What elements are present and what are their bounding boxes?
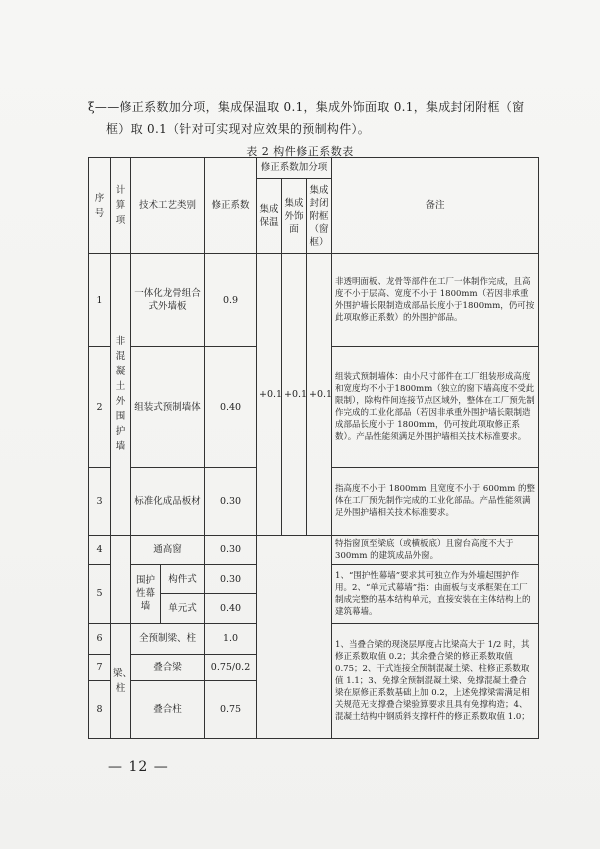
row-subtype: 构件式: [161, 564, 205, 593]
row-seq: 8: [89, 681, 111, 739]
row-coef: 0.9: [205, 254, 257, 346]
row-tech: 围护性幕墙: [131, 564, 161, 623]
row-coef: 0.75: [205, 681, 257, 739]
header-seq: 序号: [89, 158, 111, 254]
row-tech: 全预制梁、柱: [131, 623, 205, 654]
row-coef: 0.30: [205, 468, 257, 535]
header-bonus-1: 集成保温: [257, 178, 282, 254]
row-seq: 3: [89, 468, 111, 535]
row-coef: 1.0: [205, 623, 257, 654]
row-tech: 组装式预制墙体: [131, 346, 205, 468]
header-tech: 技术工艺类别: [131, 158, 205, 254]
bonus-value-2: +0.1: [282, 254, 307, 535]
group-beam-label: 梁、柱: [111, 623, 131, 738]
row-tech: 通高窗: [131, 535, 205, 564]
header-bonus-3: 集成封闭附框（窗框）: [307, 178, 332, 254]
row-seq: 6: [89, 623, 111, 654]
row-coef: 0.75/0.2: [205, 655, 257, 681]
row-coef: 0.30: [205, 564, 257, 593]
empty-bonus-cell: [257, 535, 332, 739]
row-coef: 0.30: [205, 535, 257, 564]
row-coef: 0.40: [205, 346, 257, 468]
table-row: [89, 254, 539, 346]
group-wall-label: 非混凝土外围护墙: [111, 254, 131, 535]
row-tech: 一体化龙骨组合式外墙板: [131, 254, 205, 346]
coefficient-table: [88, 157, 539, 739]
table-caption: 表 2 构件修正系数表: [246, 145, 354, 158]
bonus-value-3: +0.1: [307, 254, 332, 535]
beam-note: 1、当叠合梁的现浇层厚度占比梁高大于 1/2 时，其修正系数取值 0.2；其余叠合梁的修正系数取值 0.75；2、干式连接全预制混凝土梁、柱修正系数取值 1.1；3、免撑全预制混凝土梁、免撑混凝土叠合梁在原修正系数基础上加 0.2，上述免撑梁需满足相关规范无支撑叠合梁验算要求且具有免撑构造；4、混凝土结构中钢质斜支撑杆件的修正系数取值 1.0；: [332, 623, 539, 738]
header-row-1: [89, 158, 539, 179]
row-seq: 7: [89, 655, 111, 681]
row-note: 非透明面板、龙骨等部件在工厂一体制作完成，且高度不小于层高、宽度不小于 1800mm（若因非承重外围护墙长限制造成部品长度小于1800mm，仍可按此项取修正系数）的外围护部品。: [332, 254, 539, 346]
header-coef: 修正系数: [205, 158, 257, 254]
bonus-value-1: +0.1: [257, 254, 282, 535]
header-bonus-group: 修正系数加分项: [257, 158, 332, 179]
table-row: [89, 535, 539, 564]
intro-line-2: 框）取 0.1（针对可实现对应效果的预制构件）。: [106, 122, 371, 136]
header-bonus-2: 集成外饰面: [282, 178, 307, 254]
row-tech: 标准化成品板材: [131, 468, 205, 535]
intro-paragraph: [88, 96, 528, 140]
header-note: 备注: [332, 158, 539, 254]
row-seq: 4: [89, 535, 111, 564]
row-note: 组装式预制墙体：由小尺寸部件在工厂组装形成高度和宽度均不小于1800mm（独立的窗下墙高度不受此限制），除构件间连接节点区域外，整体在工厂预先制作完成的工业化部品（若因非承重外围护墙长限制造成部品长度小于 1800mm，仍可按此项取修正系数）。产品性能须满足外围护墙相关技术标准要求。: [332, 346, 539, 468]
page-number: — 12 —: [108, 759, 169, 775]
row-subtype: 单元式: [161, 594, 205, 623]
row-note: 指高度不小于 1800mm 且宽度不小于 600mm 的整体在工厂预先制作完成的工业化部品。产品性能须满足外围护墙相关技术标准要求。: [332, 468, 539, 535]
row-coef: 0.40: [205, 594, 257, 623]
header-item: 计算项: [111, 158, 131, 254]
row-seq: 1: [89, 254, 111, 346]
empty-item-cell: [111, 535, 131, 623]
row-tech: 叠合柱: [131, 681, 205, 739]
intro-line-1: ξ——修正系数加分项，集成保温取 0.1，集成外饰面取 0.1，集成封闭附框（窗: [88, 100, 525, 114]
row-seq: 5: [89, 564, 111, 623]
row-note: 特指窗顶至梁底（或横板底）且窗台高度不大于 300mm 的建筑成品外窗。: [332, 535, 539, 564]
row-note: 1、“围护性幕墙”要求其可独立作为外墙起围护作用。2、“单元式幕墙”指：由面板与支承框架在工厂制成完整的基本结构单元，直接安装在主体结构上的建筑幕墙。: [332, 564, 539, 623]
row-tech: 叠合梁: [131, 655, 205, 681]
row-seq: 2: [89, 346, 111, 468]
